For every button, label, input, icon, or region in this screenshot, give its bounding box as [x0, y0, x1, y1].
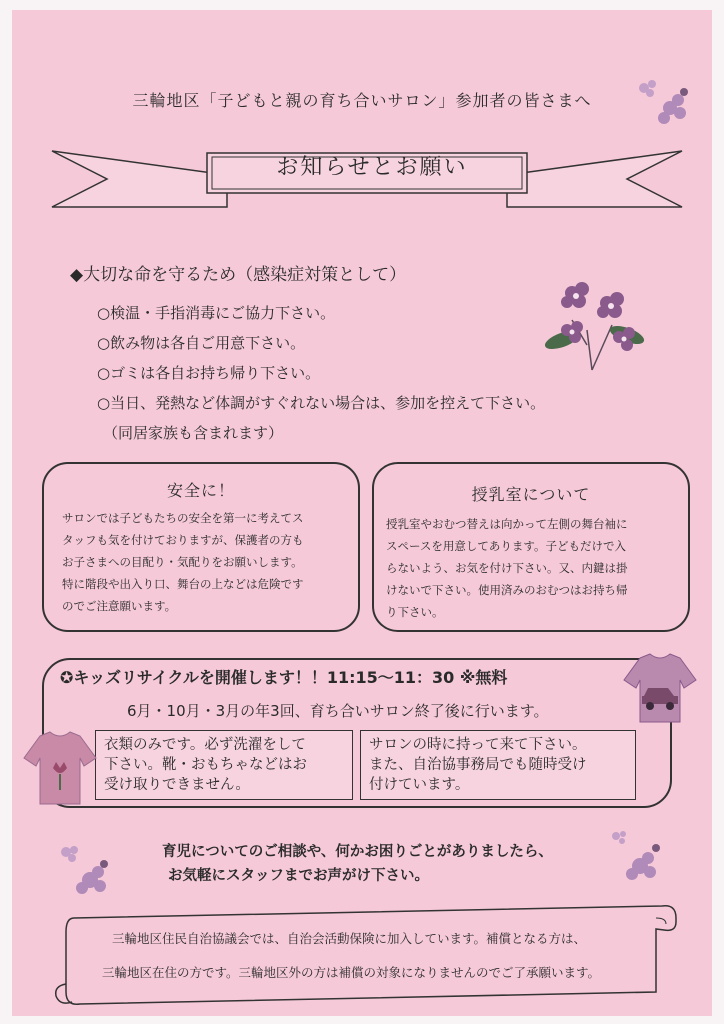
nursing-line: けないで下さい。使用済みのおむつはお持ち帰 [386, 583, 628, 597]
nursing-line: らないよう、お気を付け下さい。又、内鍵は掛 [386, 561, 628, 575]
audience-line: 三輪地区「子どもと親の育ち合いサロン」参加者の皆さまへ [132, 91, 592, 110]
note-line: 受け取りできません。 [104, 777, 250, 793]
nursing-title: 授乳室について [471, 485, 591, 504]
nursing-line: スペースを用意してあります。子どもだけで入 [386, 539, 627, 553]
nursing-line: り下さい。 [386, 605, 444, 619]
kids-recycle-schedule: 6月・10月・3月の年3回、育ち合いサロン終了後に行います。 [127, 702, 549, 720]
list-item: ○ゴミは各自お持ち帰り下さい。 [97, 364, 321, 382]
safety-line: のでご注意願います。 [62, 599, 177, 613]
page [12, 10, 712, 1016]
note-right [360, 730, 636, 800]
note-line: また、自治協事務局でも随時受け [369, 757, 587, 773]
consult-line: お気軽にスタッフまでお声がけ下さい。 [168, 868, 429, 884]
consult-line: 育児についてのご相談や、何かお困りごとがありましたら、 [162, 844, 553, 860]
consult-text [162, 840, 553, 888]
list-item: ○当日、発熱など体調がすぐれない場合は、参加を控えて下さい。 [97, 394, 546, 412]
note-line: 下さい。靴・おもちゃなどはお [104, 757, 307, 773]
list-item: （同居家族も含まれます） [103, 424, 284, 442]
list-item: ○検温・手指消毒にご協力下さい。 [97, 304, 336, 322]
butterfly-flower-icon [606, 828, 666, 888]
safety-box [42, 462, 360, 632]
safety-line: タッフも気を付けておりますが、保護者の方も [62, 533, 304, 547]
note-line: サロンの時に持って来て下さい。 [369, 737, 587, 753]
safety-body [62, 507, 358, 617]
insurance-line: 三輪地区在住の方です。三輪地区外の方は補償の対象になりませんのでご了承願います。 [102, 965, 601, 980]
infection-list [97, 298, 545, 448]
note-line: 衣類のみです。必ず洗濯をして [104, 737, 306, 753]
kids-recycle-heading: ✪キッズリサイクルを開催します！！11:15～11：30 ※無料 [60, 668, 508, 687]
note-line: 付けています。 [369, 777, 470, 793]
nursing-box [372, 462, 690, 632]
safety-line: サロンでは子どもたちの安全を第一に考えてス [62, 511, 304, 525]
safety-line: 特に階段や出入り口、舞台の上などは危険です [62, 577, 304, 591]
banner-title: お知らせとお願い [276, 155, 468, 180]
nursing-body [386, 513, 688, 623]
shirt-tulip-icon [20, 728, 100, 808]
safety-line: お子さまへの目配り・気配りをお願いします。 [62, 555, 303, 569]
infection-heading: ◆大切な命を守るため（感染症対策として） [70, 265, 407, 285]
safety-title: 安全に！ [166, 481, 235, 500]
note-left [95, 730, 353, 800]
insurance-text [82, 922, 682, 990]
insurance-line: 三輪地区住民自治協議会では、自治会活動保険に加入しています。補償となる方は、 [112, 931, 587, 946]
violet-flower-icon [537, 275, 652, 375]
nursing-line: 授乳室やおむつ替えは向かって左側の舞台袖に [386, 517, 628, 531]
shirt-car-icon [620, 650, 700, 725]
list-item: ○飲み物は各自ご用意下さい。 [97, 334, 306, 352]
